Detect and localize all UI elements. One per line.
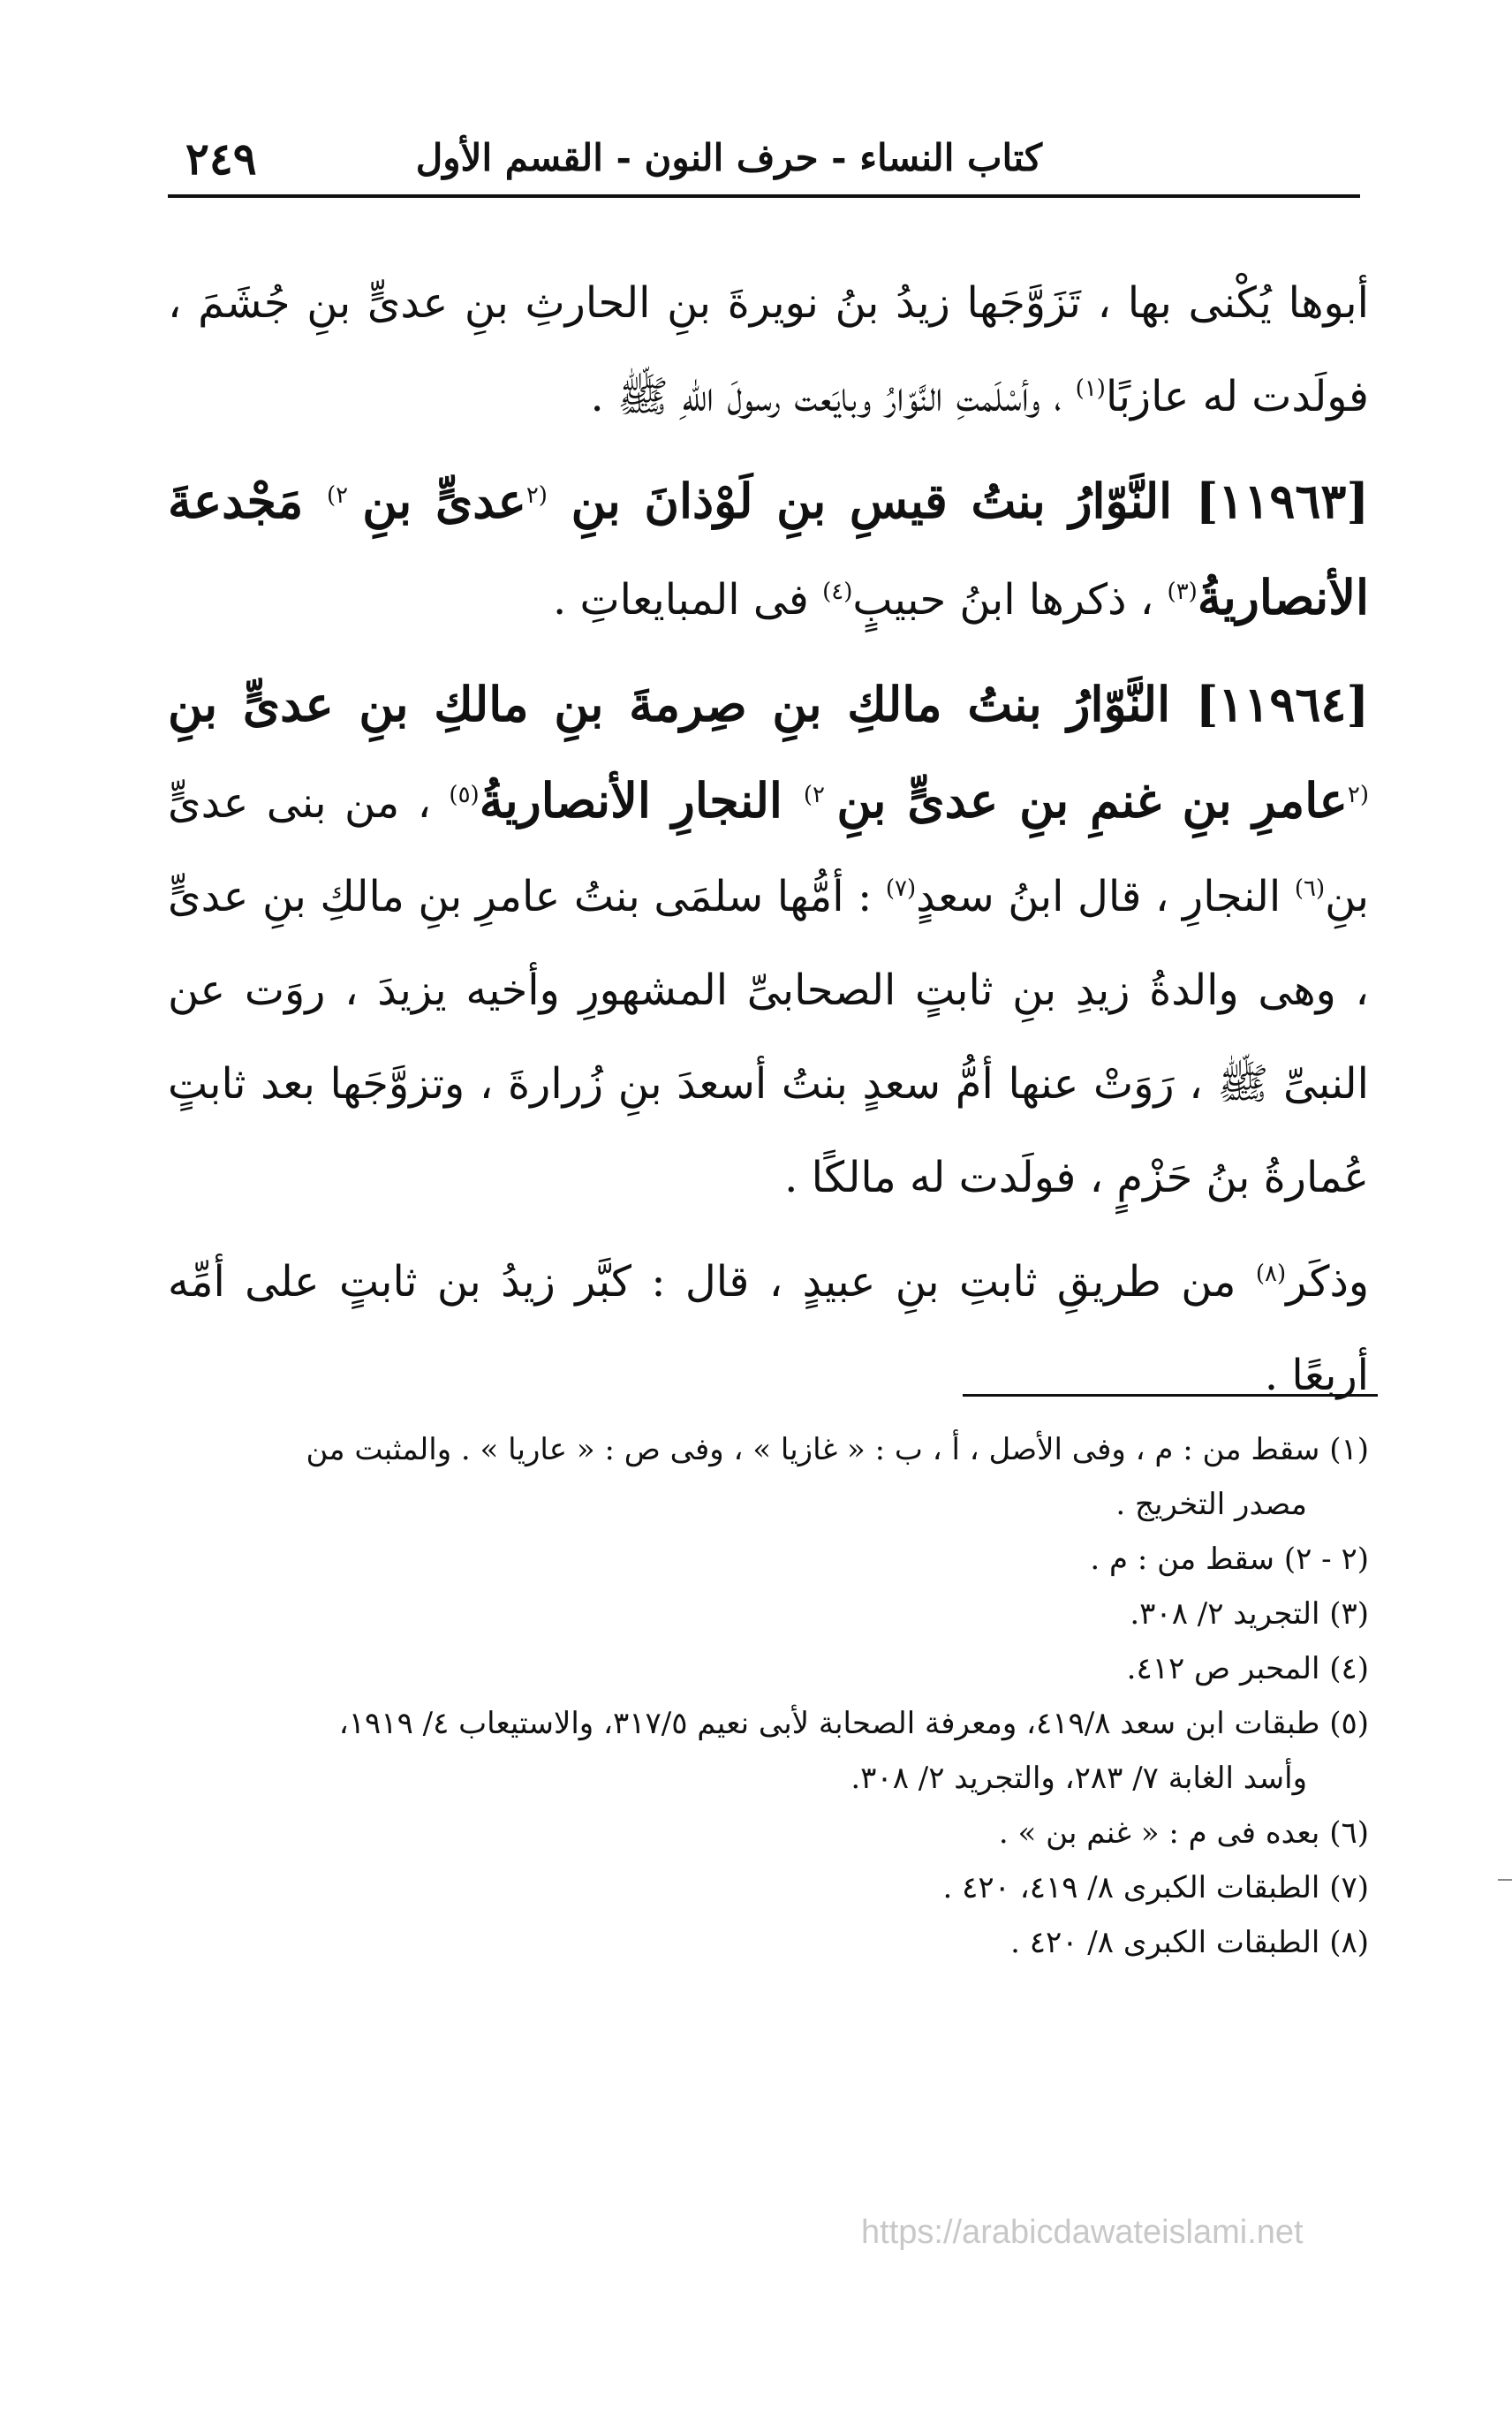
paragraph-1 — [168, 256, 1369, 443]
footnote-number: (١) — [1329, 1432, 1369, 1467]
footnote-ref: ٢) — [326, 482, 363, 509]
footnote-number: (٥) — [1329, 1706, 1369, 1741]
scan-edge-mark — [1498, 1879, 1512, 1881]
footnote-ref: (٦) — [1294, 875, 1326, 902]
footnote-ref: (٥) — [449, 782, 480, 808]
footnote-number: (٨) — [1329, 1925, 1369, 1960]
footnote-ref: (٧) — [885, 875, 917, 902]
footnote-text: التجريد ٢/ ٣٠٨. — [1130, 1596, 1330, 1632]
text-segment: ، من بنى عدىٍّ بنِ — [168, 778, 1369, 921]
text-segment: ، وأسْلَمتِ النَّوّارُ وبايَعت رسولَ اللهِ ﷺ . — [590, 372, 1076, 421]
footnote-text: المحبر ص ٤١٢. — [1126, 1651, 1330, 1686]
text-segment: : أمُّها سلمَى بنتُ عامرِ بنِ مالكِ بنِ عدىٍّ ، وهى والدةُ زيدِ بنِ ثابتٍ الصحابىِّ المشهورِ وأخيه يزيدَ ، روَت عن النبىِّ ﷺ ، رَوَتْ عنها أمُّ سعدٍ بنتُ أسعدَ بنِ زُرارةَ ، وتزوَّجَها بعد ثابتٍ عُمارةُ بنُ حَزْمٍ ، فولَدت له مالكًا . — [168, 872, 1369, 1202]
footnote-number: (٢ - ٢) — [1283, 1542, 1369, 1577]
footnote-continuation: مصدر التخريج . — [1115, 1487, 1307, 1522]
footnote-text: الطبقات الكبرى ٨/ ٤٢٠ . — [1010, 1925, 1330, 1960]
text-segment: وذكَر — [1286, 1257, 1369, 1307]
entry-11963 — [168, 454, 1369, 647]
text-segment: فى المبايعاتِ . — [552, 575, 823, 625]
entry-name: عامرِ بنِ غنمِ بنِ عدىٍّ بنِ — [836, 772, 1348, 829]
footnote-separator — [963, 1394, 1378, 1397]
footnote-8 — [168, 1915, 1369, 1970]
text-segment: النجارِ ، قال ابنُ سعدٍ — [916, 872, 1295, 921]
text-segment: أبوها يُكْنى بها ، تَزَوَّجَها زيدُ بنُ نويرةَ بنِ الحارثِ بنِ عدىٍّ بنِ جُشَمَ ، فولَدت له عازبًا — [168, 278, 1369, 421]
footnote-3 — [168, 1587, 1369, 1641]
text-segment: من طريقِ ثابتِ بنِ عبيدٍ ، قال : كبَّر زيدُ بن ثابتٍ على أمِّه أربعًا . — [168, 1257, 1369, 1400]
entry-name: النَّوّارُ بنتُ قيسِ بنِ لَوْذانَ بنِ — [547, 473, 1196, 529]
footnote-ref: (٣) — [1167, 579, 1198, 605]
main-text — [168, 256, 1369, 1433]
footnote-ref: (١) — [1075, 375, 1106, 402]
watermark-url: https://arabicdawateislami.net — [861, 2214, 1304, 2251]
footnote-7 — [168, 1860, 1369, 1915]
running-title: كتاب النساء - حرف النون - القسم الأول — [415, 136, 1042, 179]
footnote-number: (٤) — [1329, 1651, 1369, 1686]
entry-name: عدىٍّ بنِ — [362, 473, 526, 529]
footnote-2 — [168, 1532, 1369, 1587]
footnote-ref: (٤) — [822, 579, 853, 605]
footnote-text: طبقات ابن سعد ٤١٩/٨، ومعرفة الصحابة لأبى نعيم ٣١٧/٥، والاستيعاب ٤/ ١٩١٩، — [338, 1706, 1330, 1741]
entry-name: النجارِ الأنصاريةُ — [479, 772, 804, 829]
footnote-4 — [168, 1641, 1369, 1696]
footnote-6 — [168, 1806, 1369, 1860]
footnotes — [168, 1422, 1369, 1970]
text-segment: ، ذكرها ابنُ حبيبٍ — [852, 575, 1168, 625]
entry-name: النَّوّارُ بنتُ مالكِ بنِ صِرمةَ بنِ مالكِ بنِ عدىٍّ بنِ — [168, 676, 1196, 732]
entry-number: [١١٩٦٤] — [1195, 676, 1369, 732]
footnote-number: (٦) — [1329, 1815, 1369, 1851]
entry-name: مَجْدعةَ الأنصاريةُ — [168, 473, 1369, 625]
page-header — [168, 133, 1360, 198]
footnote-ref: (٨) — [1255, 1261, 1287, 1287]
footnote-continuation: وأسد الغابة ٧/ ٢٨٣، والتجريد ٢/ ٣٠٨. — [850, 1761, 1307, 1796]
entry-11964 — [168, 657, 1369, 1224]
footnote-5 — [168, 1696, 1369, 1806]
footnote-text: سقط من : م . — [1090, 1542, 1284, 1577]
footnote-text: سقط من : م ، وفى الأصل ، أ ، ب : « غازيا » ، وفى ص : « عاريا » . والمثبت من — [306, 1432, 1330, 1467]
page-number: ٢٤٩ — [185, 133, 257, 185]
footnote-number: (٧) — [1329, 1870, 1369, 1905]
footnote-ref: ٢) — [803, 782, 837, 808]
footnote-number: (٣) — [1329, 1596, 1369, 1632]
entry-number: [١١٩٦٣] — [1195, 473, 1369, 529]
footnote-1 — [168, 1422, 1369, 1532]
footnote-text: بعده فى م : « غنم بن » . — [998, 1815, 1330, 1851]
footnote-ref: (٢ — [525, 482, 548, 509]
footnote-text: الطبقات الكبرى ٨/ ٤١٩، ٤٢٠ . — [942, 1870, 1330, 1905]
footnote-ref: (٢ — [1347, 782, 1370, 808]
